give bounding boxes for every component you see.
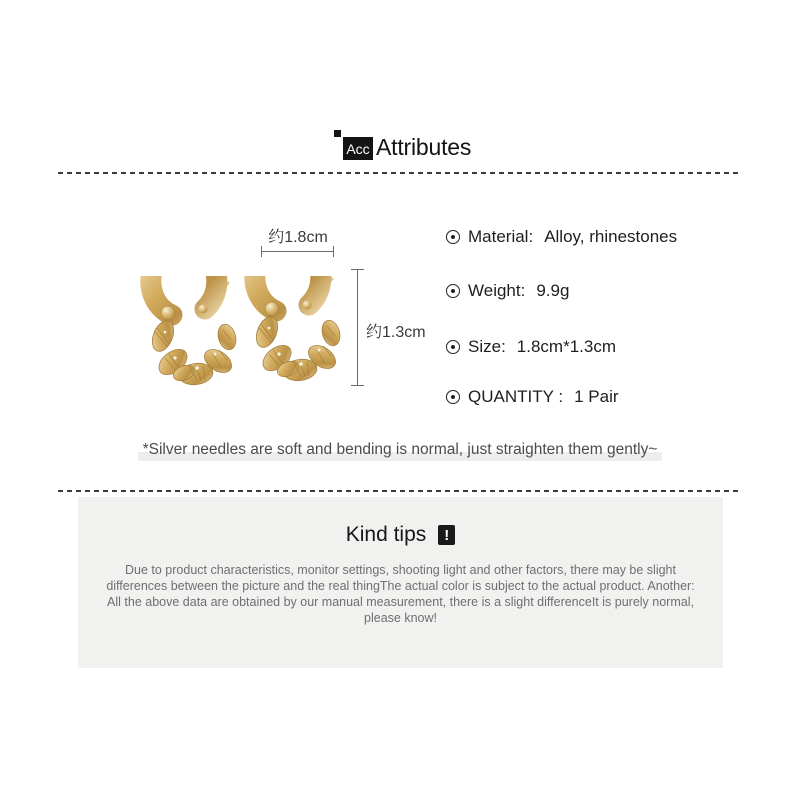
kind-tips-header (78, 523, 723, 547)
exclamation-icon: ! (438, 525, 455, 545)
attribute-row-size (446, 336, 616, 358)
kind-tips-body: Due to product characteristics, monitor settings, shooting light and other factors, there may be slight differences between the picture and the real thingThe actual color is subject to the actual product. Another: All the above data are obtained by our manual measurement, there is a slight differenceIt is purely normal, please know! (106, 563, 695, 625)
kind-tips-title: Kind tips (345, 523, 427, 546)
height-dimension-line (357, 269, 358, 386)
attribute-value: Alloy, rhinestones (544, 227, 678, 246)
width-dimension-tick-left (261, 246, 262, 257)
attribute-label: Material: (468, 227, 534, 246)
attribute-label: Size: (468, 337, 506, 356)
decor-square-icon (334, 130, 341, 137)
dashed-divider-top (58, 172, 740, 174)
bullet-icon (446, 284, 460, 298)
height-dimension-label: 约1.3cm (366, 324, 426, 341)
kind-tips-panel (78, 497, 723, 668)
attribute-label: Weight: (468, 281, 526, 300)
width-dimension-label: 约1.8cm (268, 229, 328, 246)
width-dimension-tick-right (333, 246, 334, 257)
earrings-product-image (139, 276, 351, 398)
bullet-dot-icon (451, 289, 455, 293)
height-dimension-tick-bottom (351, 385, 364, 386)
attribute-row-weight (446, 280, 569, 302)
page-title: Attributes (376, 134, 472, 160)
attribute-value: 9.9g (536, 281, 570, 300)
attribute-label: QUANTITY : (468, 387, 564, 406)
silver-needle-note-text: *Silver needles are soft and bending is normal, just straighten them gently~ (138, 441, 663, 461)
bullet-icon (446, 230, 460, 244)
attribute-value: 1.8cm*1.3cm (516, 337, 616, 356)
bullet-icon (446, 340, 460, 354)
attribute-value: 1 Pair (574, 387, 619, 406)
width-dimension-line (261, 251, 334, 252)
bullet-dot-icon (451, 235, 455, 239)
bullet-dot-icon (451, 395, 455, 399)
height-dimension-tick-top (351, 269, 364, 270)
acc-badge: Acc (343, 137, 373, 160)
attribute-row-quantity (446, 386, 619, 408)
dashed-divider-bottom (58, 490, 740, 492)
bullet-dot-icon (451, 345, 455, 349)
silver-needle-note (0, 441, 800, 459)
attribute-row-material (446, 226, 677, 248)
bullet-icon (446, 390, 460, 404)
